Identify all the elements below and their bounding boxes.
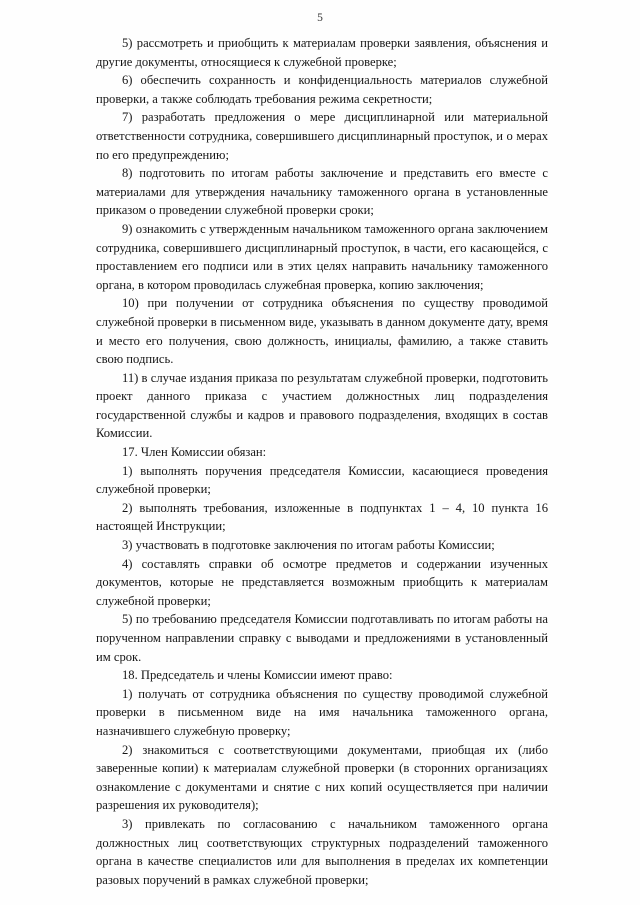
paragraph: 1) выполнять поручения председателя Комиссии, касающиеся проведения служебной проверки; (96, 463, 548, 497)
paragraph: 5) по требованию председателя Комиссии подготавливать по итогам работы на порученном направлении справку с выводами и предложениями в установленный им срок. (96, 612, 548, 664)
paragraph: 9) ознакомить с утвержденным начальником таможенного органа заключением сотрудника, совершившего дисциплинарный проступок, в части, его касающейся, с проставлением его подписи или в этих целях направить начальнику таможенного органа, в котором проводилась служебная проверка, копию заключения; (96, 221, 548, 292)
paragraph: 7) разработать предложения о мере дисциплинарной или материальной ответственности сотрудника, совершившего дисциплинарный проступок, и о мерах по его предупреждению; (96, 110, 548, 162)
section-heading: 18. Председатель и члены Комиссии имеют право: (122, 668, 393, 683)
document-body (96, 34, 548, 889)
paragraph: 2) знакомиться с соответствующими документами, приобщая их (либо заверенные копии) к материалам служебной проверки (в сторонних организациях ознакомление с документами и снятие с них копий осуществляется при наличии разрешения их руководителя); (96, 742, 548, 813)
paragraph: 10) при получении от сотрудника объяснения по существу проводимой служебной проверки в письменном виде, указывать в данном документе дату, время и место его получения, свою должность, инициалы, фамилию, а также ставить свою подпись. (96, 296, 548, 367)
paragraph: 5) рассмотреть и приобщить к материалам проверки заявления, объяснения и другие документы, относящиеся к служебной проверке; (96, 36, 548, 69)
paragraph: 4) составлять справки об осмотре предметов и содержании изученных документов, которые не представляется возможным приобщить к материалам служебной проверки; (96, 556, 548, 608)
paragraph: 1) получать от сотрудника объяснения по существу проводимой служебной проверки в письменном виде на имя начальника таможенного органа, назначившего служебную проверку; (96, 686, 548, 738)
page-number: 5 (317, 12, 323, 24)
section-heading: 17. Член Комиссии обязан: (122, 445, 267, 460)
paragraph: 11) в случае издания приказа по результатам служебной проверки, подготовить проект данного приказа с участием должностных лиц подразделения государственной службы и кадров и правового подразделения, входящих в состав Комиссии. (96, 370, 548, 441)
paragraph: 8) подготовить по итогам работы заключение и представить его вместе с материалами для утверждения начальнику таможенного органа в установленные приказом о проведении служебной проверки сроки; (96, 166, 548, 218)
paragraph: 6) обеспечить сохранность и конфиденциальность материалов служебной проверки, а также соблюдать требования режима секретности; (96, 73, 548, 106)
paragraph: 3) привлекать по согласованию с начальником таможенного органа должностных лиц соответствующих структурных подразделений таможенного органа в качестве специалистов или для выполнения в пределах их компетенции разовых поручений в рамках служебной проверки; (96, 816, 548, 887)
paragraph: 2) выполнять требования, изложенные в подпунктах 1 – 4, 10 пункта 16 настоящей Инструкции; (96, 500, 548, 534)
paragraph: 3) участвовать в подготовке заключения по итогам работы Комиссии; (122, 538, 495, 553)
